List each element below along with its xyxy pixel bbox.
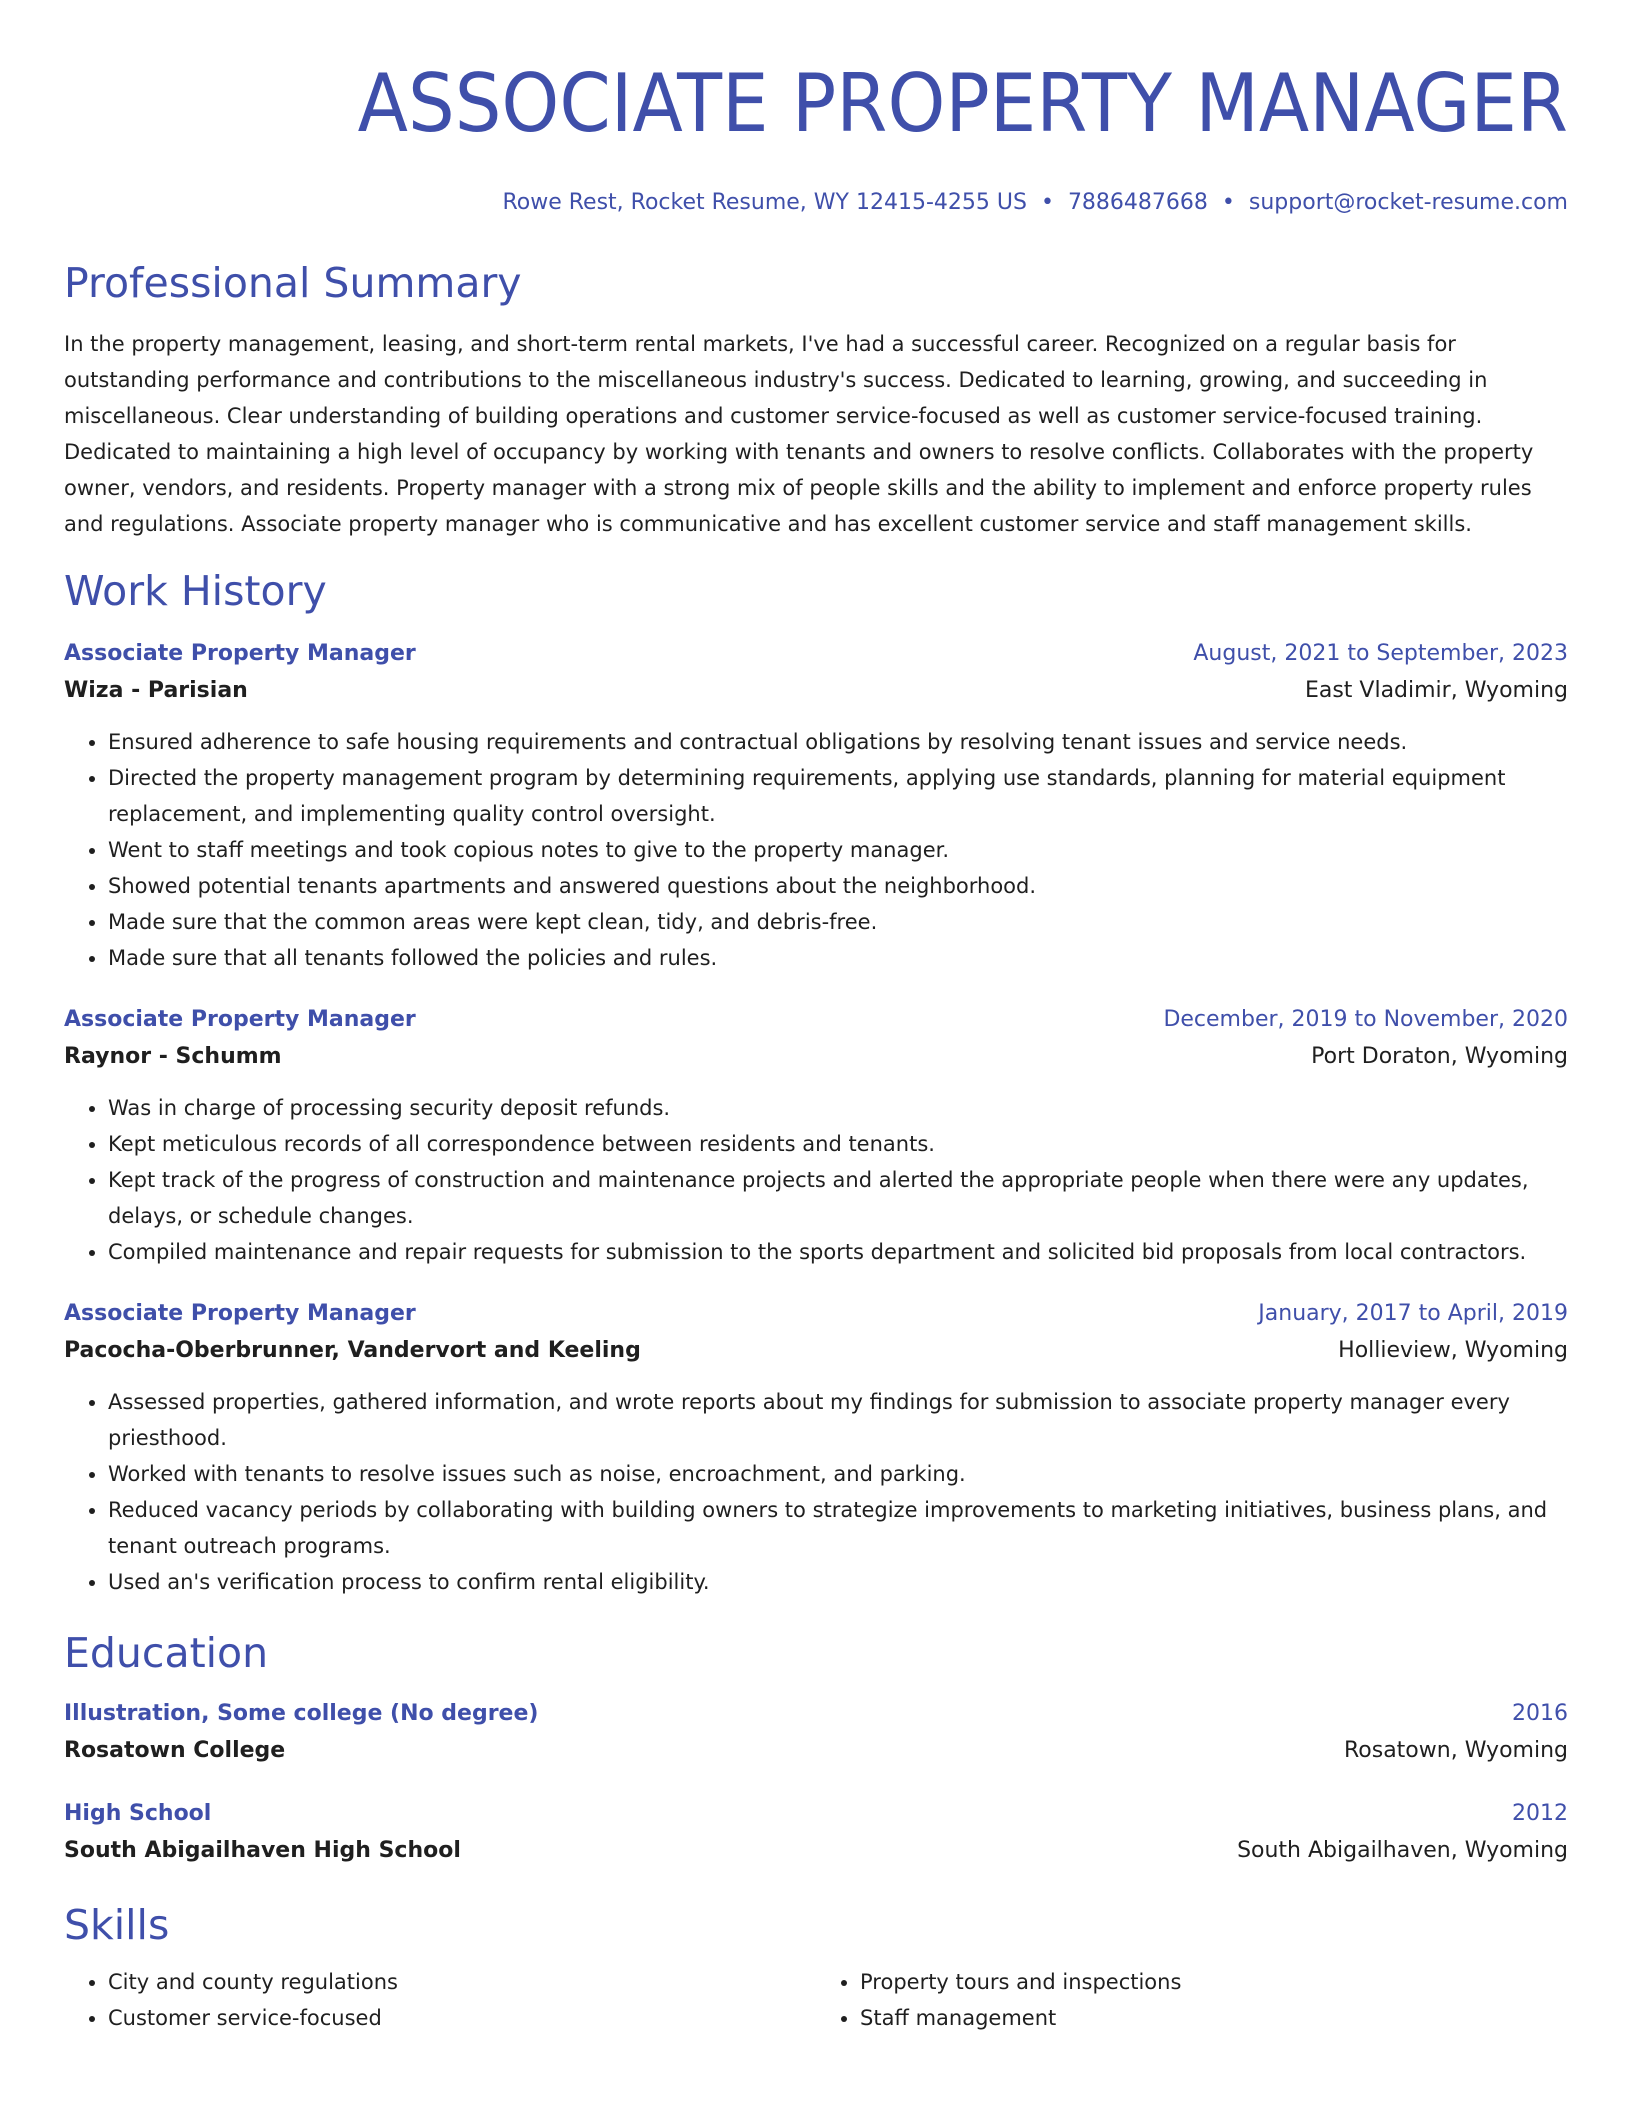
education-entry xyxy=(64,1696,1568,1770)
skill-item: • Staff management xyxy=(860,2000,1568,2036)
job-bullet: • Worked with tenants to resolve issues such as noise, encroachment, and parking. xyxy=(108,1456,1568,1492)
job-bullet: • Compiled maintenance and repair requests for submission to the sports department and solicited bid proposals from local contractors. xyxy=(108,1234,1568,1270)
contact-separator: • xyxy=(1040,190,1054,215)
skills-list xyxy=(64,1964,1568,2036)
job-bullet: • Was in charge of processing security deposit refunds. xyxy=(108,1090,1568,1126)
job-bullets xyxy=(64,724,1568,976)
skills-heading: Skills xyxy=(64,1901,170,1949)
contact-line xyxy=(64,188,1568,218)
education-heading: Education xyxy=(64,1629,269,1677)
job-entry xyxy=(64,1002,1568,1270)
contact-email: support@rocket-resume.com xyxy=(1248,190,1568,215)
contact-address: Rowe Rest, Rocket Resume, WY 12415-4255 US xyxy=(502,190,1027,215)
job-bullet: • Assessed properties, gathered information, and wrote reports about my findings for submission to associate property manager every priesthood. xyxy=(108,1384,1568,1456)
job-location: Hollieview, Wyoming xyxy=(1338,1338,1568,1363)
work-history-heading: Work History xyxy=(64,567,327,615)
education-year: 2012 xyxy=(1512,1801,1568,1826)
education-entry xyxy=(64,1796,1568,1870)
skills-column-left xyxy=(64,1964,816,2036)
job-bullet: • Directed the property management program by determining requirements, applying use standards, planning for material equipment replacement, and implementing quality control oversight. xyxy=(108,760,1568,832)
job-location: Port Doraton, Wyoming xyxy=(1311,1044,1568,1069)
job-bullet: • Reduced vacancy periods by collaborating with building owners to strategize improvements to marketing initiatives, business plans, and tenant outreach programs. xyxy=(108,1492,1568,1564)
summary-heading: Professional Summary xyxy=(64,259,522,307)
education-year: 2016 xyxy=(1512,1701,1568,1726)
job-bullet: • Made sure that all tenants followed the policies and rules. xyxy=(108,940,1568,976)
job-entry xyxy=(64,1296,1568,1600)
education-location: Rosatown, Wyoming xyxy=(1343,1738,1568,1763)
skill-item: • Customer service-focused xyxy=(108,2000,816,2036)
job-role: Associate Property Manager xyxy=(64,1301,416,1326)
job-bullet: • Went to staff meetings and took copious notes to give to the property manager. xyxy=(108,832,1568,868)
job-bullets xyxy=(64,1090,1568,1270)
job-role: Associate Property Manager xyxy=(64,1007,416,1032)
resume-name: ASSOCIATE PROPERTY MANAGER xyxy=(357,57,1568,150)
job-bullet: • Used an's verification process to confirm rental eligibility. xyxy=(108,1564,1568,1600)
job-bullets xyxy=(64,1384,1568,1600)
contact-separator: • xyxy=(1221,190,1235,215)
job-bullet: • Kept meticulous records of all correspondence between residents and tenants. xyxy=(108,1126,1568,1162)
job-bullet: • Showed potential tenants apartments and answered questions about the neighborhood. xyxy=(108,868,1568,904)
job-company: Raynor - Schumm xyxy=(64,1044,282,1069)
education-degree: High School xyxy=(64,1801,212,1826)
summary-text: In the property management, leasing, and short-term rental markets, I've had a successful career. Recognized on a regular basis for outstanding performance and contributions to the miscellaneous industry's success. Dedicated to learning, growing, and succeeding in miscellaneous. Clear understanding of building operations and customer service-focused as well as customer service-focused training. Dedicated to maintaining a high level of occupancy by working with tenants and owners to resolve conflicts. Collaborates with the property owner, vendors, and residents. Property manager with a strong mix of people skills and the ability to implement and enforce property rules and regulations. Associate property manager who is communicative and has excellent customer service and staff management skills. xyxy=(64,332,1534,536)
skill-item: • Property tours and inspections xyxy=(860,1964,1568,2000)
job-dates: August, 2021 to September, 2023 xyxy=(1193,641,1568,666)
job-entry xyxy=(64,636,1568,976)
job-company: Wiza - Parisian xyxy=(64,678,248,703)
job-bullet: • Kept track of the progress of construction and maintenance projects and alerted the appropriate people when there were any updates, delays, or schedule changes. xyxy=(108,1162,1568,1234)
job-dates: December, 2019 to November, 2020 xyxy=(1163,1007,1568,1032)
job-bullet: • Ensured adherence to safe housing requirements and contractual obligations by resolving tenant issues and service needs. xyxy=(108,724,1568,760)
job-role: Associate Property Manager xyxy=(64,641,416,666)
skill-item: • City and county regulations xyxy=(108,1964,816,2000)
job-dates: January, 2017 to April, 2019 xyxy=(1258,1301,1568,1326)
education-school: South Abigailhaven High School xyxy=(64,1838,461,1863)
job-company: Pacocha-Oberbrunner, Vandervort and Keeling xyxy=(64,1338,641,1363)
contact-phone: 7886487668 xyxy=(1067,190,1208,215)
job-bullet: • Made sure that the common areas were kept clean, tidy, and debris-free. xyxy=(108,904,1568,940)
job-location: East Vladimir, Wyoming xyxy=(1304,678,1568,703)
education-location: South Abigailhaven, Wyoming xyxy=(1237,1838,1568,1863)
skills-column-right xyxy=(816,1964,1568,2036)
education-school: Rosatown College xyxy=(64,1738,286,1763)
education-degree: Illustration, Some college (No degree) xyxy=(64,1701,539,1726)
